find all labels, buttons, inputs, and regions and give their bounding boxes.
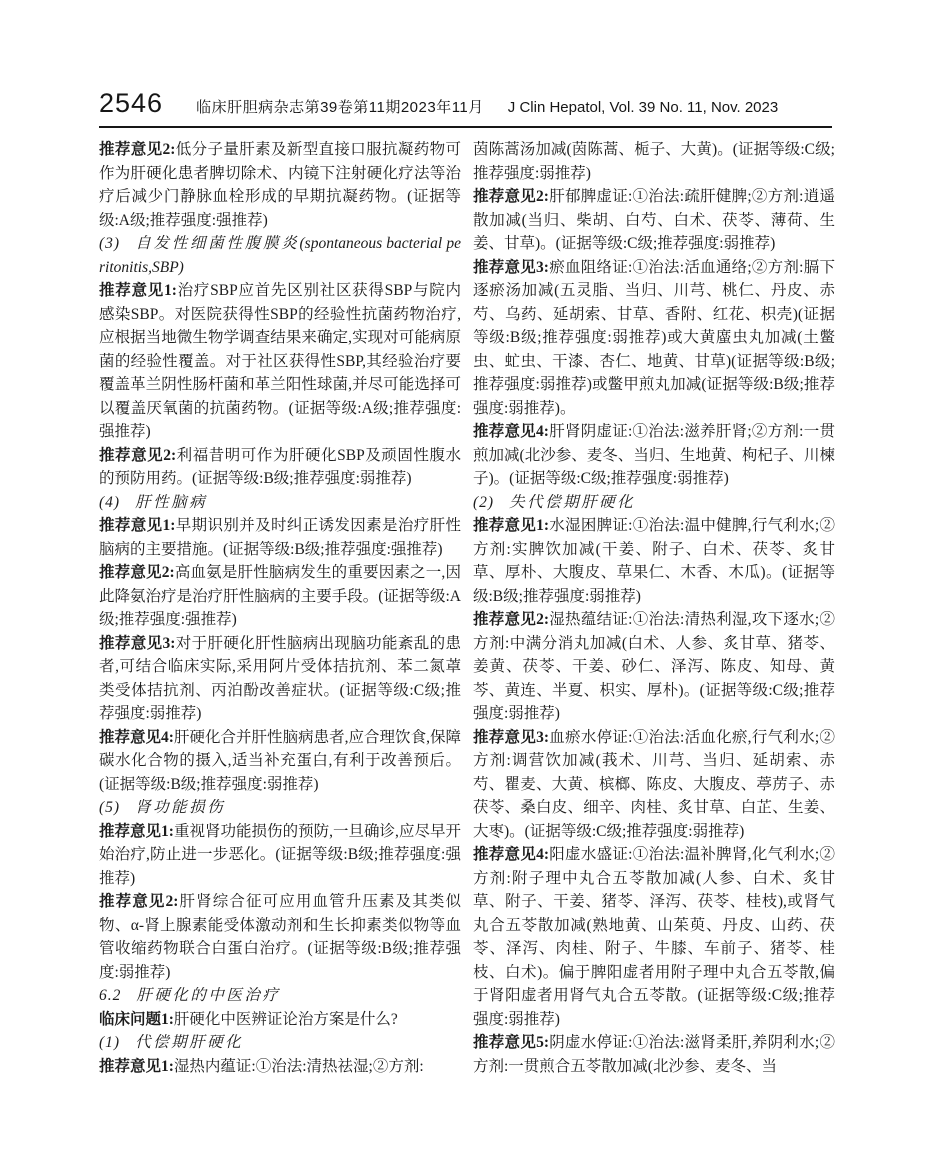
page-number: 2546 [99,88,164,118]
block-text: 茵陈蒿汤加减(茵陈蒿、栀子、大黄)。(证据等级:C级;推荐强度:弱推荐) [473,141,835,182]
text-block [99,138,461,232]
text-block [99,232,461,279]
block-label: 推荐意见4: [473,423,549,440]
text-block [473,726,835,844]
text-block [99,279,461,444]
text-block [99,984,461,1008]
block-label: 推荐意见5: [473,1034,549,1051]
text-block [473,1031,835,1078]
block-label: 推荐意见1: [99,517,176,534]
text-block [99,1031,461,1055]
block-label: 推荐意见3: [473,258,549,276]
block-text: 低分子量肝素及新型直接口服抗凝药物可作为肝硬化患者脾切除术、内镜下注射硬化疗法等治疗后减少门静脉血栓形成的早期抗凝药物。(证据等级:A级;推荐强度:强推荐) [99,141,461,229]
block-label: (2) [473,493,495,511]
block-text: 自发性细菌性腹膜炎 [135,235,300,252]
block-label: 推荐意见1: [473,517,549,534]
block-text: 水湿困脾证:①治法:温中健脾,行气利水;②方剂:实脾饮加减(干姜、附子、白术、茯苓、炙甘草、厚朴、大腹皮、草果仁、木香、木瓜)。(证据等级:B级;推荐强度:弱推荐) [473,517,835,605]
text-block [473,420,835,491]
text-block [99,444,461,491]
block-text: 治疗SBP应首先区别社区获得SBP与院内感染SBP。对医院获得性SBP的经验性抗菌药物治疗,应根据当地微生物学调查结果来确定,实现对可能病原菌的经验性覆盖。对于社区获得性SBP,其经验治疗要覆盖革兰阴性肠杆菌和革兰阳性球菌,并尽可能选择可以覆盖厌氧菌的抗菌药物。(证据等级:A级;推荐强度:强推荐) [99,282,461,440]
text-block [99,1055,461,1079]
block-text: 高血氨是肝性脑病发生的重要因素之一,因此降氨治疗是治疗肝性脑病的主要手段。(证据等级:A级;推荐强度:强推荐) [99,564,461,628]
block-text: 对于肝硬化肝性脑病出现脑功能紊乱的患者,可结合临床实际,采用阿片受体拮抗剂、苯二氮䓬类受体拮抗剂、丙泊酚改善症状。(证据等级:C级;推荐强度:弱推荐) [99,634,461,722]
block-label: 推荐意见1: [99,282,177,299]
block-text: 湿热内蕴证:①治法:清热祛湿;②方剂: [173,1057,424,1075]
journal-title-en: J Clin Hepatol, Vol. 39 No. 11, Nov. 2023 [507,99,779,116]
block-text: 肝郁脾虚证:①治法:疏肝健脾;②方剂:逍遥散加减(当归、柴胡、白芍、白术、茯苓、薄荷、生姜、甘草)。(证据等级:C级;推荐强度:弱推荐) [473,188,835,252]
text-block [99,632,461,726]
block-text: 湿热蕴结证:①治法:清热利湿,攻下逐水;②方剂:中满分消丸加减(白术、人参、炙甘草、猪苓、姜黄、茯苓、干姜、砂仁、泽泻、陈皮、知母、黄芩、黄连、半夏、枳实、厚朴)。(证据等级:C级;推荐强度:弱推荐) [473,611,835,722]
block-label: 推荐意见1: [99,1057,174,1075]
block-label: 推荐意见3: [99,634,176,652]
block-text: 肝肾阴虚证:①治法:滋养肝肾;②方剂:一贯煎加减(北沙参、麦冬、当归、生地黄、枸杞子、川楝子)。(证据等级:C级;推荐强度:弱推荐) [473,423,835,487]
text-block [473,608,835,726]
block-label: (3) [99,235,121,252]
block-text: 肝硬化中医辨证论治方案是什么? [173,1010,398,1028]
right-column [473,138,835,1078]
block-text: 重视肾功能损伤的预防,一旦确诊,应尽早开始治疗,防止进一步恶化。(证据等级:B级;推荐强度:强推荐) [99,822,461,887]
journal-title-zh: 临床肝胆病杂志第39卷第11期2023年11月 [196,99,484,116]
text-block [99,890,461,984]
left-column [99,138,461,1078]
two-column-body [99,138,835,1078]
text-block [99,491,461,515]
block-text: 早期识别并及时纠正诱发因素是治疗肝性脑病的主要措施。(证据等级:B级;推荐强度:强推荐) [99,517,461,558]
text-block [473,491,835,515]
block-text: 瘀血阻络证:①治法:活血通络;②方剂:膈下逐瘀汤加减(五灵脂、当归、川芎、桃仁、丹皮、赤芍、乌药、延胡索、甘草、香附、红花、枳壳)(证据等级:B级;推荐强度:弱推荐)或大黄䗪虫丸加减(土鳖虫、虻虫、干漆、杏仁、地黄、甘草)(证据等级:B级;推荐强度:弱推荐)或鳖甲煎丸加减(证据等级:B级;推荐强度:弱推荐)。 [473,258,835,417]
block-label: 6.2 [99,987,122,1004]
text-block [473,138,835,185]
text-block [99,1008,461,1032]
block-label: 推荐意见2: [99,893,179,910]
block-label: 推荐意见2: [99,564,175,581]
block-text: 肾功能损伤 [135,799,226,816]
text-block [473,514,835,608]
block-text: 失代偿期肝硬化 [509,493,636,511]
block-label: 推荐意见2: [473,611,549,628]
block-text: 利福昔明可作为肝硬化SBP及顽固性腹水的预防用药。(证据等级:B级;推荐强度:弱推荐) [99,446,461,487]
text-block [473,843,835,1031]
block-label: 推荐意见2: [473,188,549,205]
block-label: 推荐意见4: [99,728,174,746]
block-label: 推荐意见1: [99,822,174,840]
page-header [99,88,832,119]
text-block [99,561,461,632]
block-text: 肝硬化合并肝性脑病患者,应合理饮食,保障碳水化合物的摄入,适当补充蛋白,有利于改善预后。(证据等级:B级;推荐强度:弱推荐) [99,728,461,793]
header-divider [99,126,832,128]
block-label: (4) [99,493,121,511]
block-text: 血瘀水停证:①治法:活血化瘀,行气利水;②方剂:调营饮加减(莪术、川芎、当归、延胡索、赤芍、瞿麦、大黄、槟榔、陈皮、大腹皮、葶苈子、赤茯苓、桑白皮、细辛、肉桂、炙甘草、白芷、生姜、大枣)。(证据等级:C级;推荐强度:弱推荐) [473,728,835,840]
block-label: 推荐意见4: [473,846,549,863]
block-label: 推荐意见2: [99,141,176,158]
block-label: (1) [99,1034,121,1051]
block-text: 阳虚水盛证:①治法:温补脾肾,化气利水;②方剂:附子理中丸合五苓散加减(人参、白术、炙甘草、附子、干姜、猪苓、泽泻、茯苓、桂枝),或肾气丸合五苓散加减(熟地黄、山茱萸、丹皮、山药、茯苓、泽泻、肉桂、附子、牛膝、车前子、猪苓、桂枝、白术)。偏于脾阳虚者用附子理中丸合五苓散,偏于肾阳虚者用肾气丸合五苓散。(证据等级:C级;推荐强度:弱推荐) [473,846,835,1028]
block-label: 临床问题1: [99,1010,174,1028]
block-text-latin: (spontaneous bacterial peritonitis,SBP) [99,235,461,276]
block-label: 推荐意见3: [473,728,549,746]
block-text: 肝肾综合征可应用血管升压素及其类似物、α-肾上腺素能受体激动剂和生长抑素类似物等血管收缩药物联合白蛋白治疗。(证据等级:B级;推荐强度:弱推荐) [99,893,461,981]
text-block [99,796,461,820]
block-label: 推荐意见2: [99,446,177,464]
block-text: 肝性脑病 [135,493,208,511]
text-block [99,820,461,891]
block-label: (5) [99,799,121,816]
block-text: 肝硬化的中医治疗 [136,987,281,1004]
block-text: 代偿期肝硬化 [135,1034,244,1051]
text-block [99,514,461,561]
text-block [473,185,835,256]
block-text: 阴虚水停证:①治法:滋肾柔肝,养阴利水;②方剂:一贯煎合五苓散加减(北沙参、麦冬、当 [473,1034,835,1075]
text-block [473,256,835,421]
text-block [99,726,461,797]
